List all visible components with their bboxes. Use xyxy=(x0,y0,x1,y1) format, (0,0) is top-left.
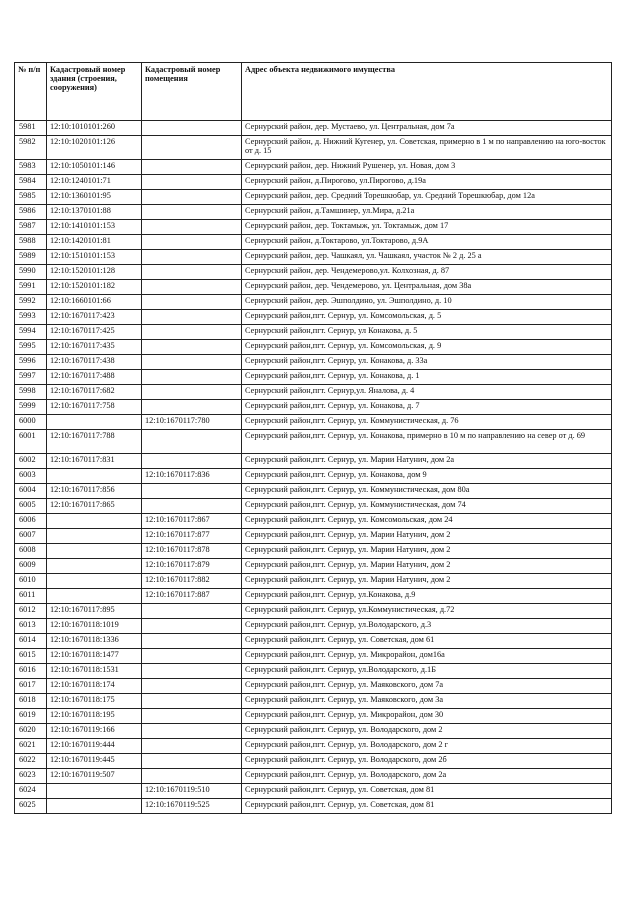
row-number: 6004 xyxy=(15,484,47,499)
premises-cadastral-number: 12:10:1670119:510 xyxy=(142,784,242,799)
table-row xyxy=(15,400,612,415)
building-cadastral-number: 12:10:1670119:444 xyxy=(47,739,142,754)
building-cadastral-number xyxy=(47,544,142,559)
table-row xyxy=(15,484,612,499)
table-row xyxy=(15,415,612,430)
address: Сернурский район,пгт. Сернур, ул.Володарского, д.1Б xyxy=(242,664,612,679)
row-number: 6002 xyxy=(15,454,47,469)
row-number: 6012 xyxy=(15,604,47,619)
premises-cadastral-number xyxy=(142,679,242,694)
building-cadastral-number xyxy=(47,469,142,484)
address: Сернурский район,пгт. Сернур, ул. Конакова, д. 33а xyxy=(242,355,612,370)
header-address: Адрес объекта недвижимого имущества xyxy=(242,63,612,121)
building-cadastral-number: 12:10:1370101:88 xyxy=(47,205,142,220)
building-cadastral-number: 12:10:1670119:166 xyxy=(47,724,142,739)
building-cadastral-number: 12:10:1670117:682 xyxy=(47,385,142,400)
premises-cadastral-number xyxy=(142,430,242,454)
table-row xyxy=(15,325,612,340)
table-row xyxy=(15,604,612,619)
building-cadastral-number xyxy=(47,784,142,799)
premises-cadastral-number xyxy=(142,136,242,160)
row-number: 5983 xyxy=(15,160,47,175)
header-number: № п/п xyxy=(15,63,47,121)
premises-cadastral-number xyxy=(142,454,242,469)
premises-cadastral-number xyxy=(142,694,242,709)
table-row xyxy=(15,499,612,514)
address: Сернурский район,пгт. Сернур, ул. Володарского, дом 2 г xyxy=(242,739,612,754)
table-row xyxy=(15,430,612,454)
building-cadastral-number xyxy=(47,529,142,544)
premises-cadastral-number xyxy=(142,724,242,739)
row-number: 6015 xyxy=(15,649,47,664)
premises-cadastral-number xyxy=(142,265,242,280)
address: Сернурский район, дер. Эшполдино, ул. Эшполдино, д. 10 xyxy=(242,295,612,310)
table-row xyxy=(15,121,612,136)
row-number: 5995 xyxy=(15,340,47,355)
premises-cadastral-number: 12:10:1670117:877 xyxy=(142,529,242,544)
premises-cadastral-number xyxy=(142,400,242,415)
address: Сернурский район, дер. Чендемерово, ул. Центральная, дом 38а xyxy=(242,280,612,295)
table-row xyxy=(15,769,612,784)
address: Сернурский район, дер. Мустаево, ул. Центральная, дом 7а xyxy=(242,121,612,136)
address: Сернурский район,пгт. Сернур, ул. Володарского, дом 2б xyxy=(242,754,612,769)
premises-cadastral-number xyxy=(142,175,242,190)
building-cadastral-number: 12:10:1670117:865 xyxy=(47,499,142,514)
building-cadastral-number xyxy=(47,574,142,589)
address: Сернурский район, дер. Нижний Рушенер, ул. Новая, дом 3 xyxy=(242,160,612,175)
row-number: 6020 xyxy=(15,724,47,739)
premises-cadastral-number xyxy=(142,739,242,754)
building-cadastral-number: 12:10:1670117:438 xyxy=(47,355,142,370)
building-cadastral-number xyxy=(47,589,142,604)
building-cadastral-number: 12:10:1670118:1531 xyxy=(47,664,142,679)
row-number: 6019 xyxy=(15,709,47,724)
row-number: 6003 xyxy=(15,469,47,484)
premises-cadastral-number: 12:10:1670117:780 xyxy=(142,415,242,430)
table-row xyxy=(15,205,612,220)
row-number: 5993 xyxy=(15,310,47,325)
table-row xyxy=(15,544,612,559)
address: Сернурский район,пгт. Сернур, ул.Коммунистическая, д.72 xyxy=(242,604,612,619)
address: Сернурский район,пгт. Сернур, ул. Советская, дом 81 xyxy=(242,784,612,799)
premises-cadastral-number xyxy=(142,604,242,619)
premises-cadastral-number xyxy=(142,754,242,769)
premises-cadastral-number xyxy=(142,634,242,649)
property-table xyxy=(14,62,612,814)
table-row xyxy=(15,694,612,709)
row-number: 5984 xyxy=(15,175,47,190)
address: Сернурский район,пгт. Сернур, ул. Советская, дом 81 xyxy=(242,799,612,814)
table-row xyxy=(15,370,612,385)
address: Сернурский район, д.Тамшинер, ул.Мира, д.21а xyxy=(242,205,612,220)
premises-cadastral-number xyxy=(142,190,242,205)
row-number: 6025 xyxy=(15,799,47,814)
premises-cadastral-number: 12:10:1670117:887 xyxy=(142,589,242,604)
building-cadastral-number xyxy=(47,514,142,529)
table-row xyxy=(15,454,612,469)
row-number: 5982 xyxy=(15,136,47,160)
building-cadastral-number: 12:10:1670117:435 xyxy=(47,340,142,355)
address: Сернурский район, дер. Средний Торешкюбар, ул. Средний Торешкюбар, дом 12а xyxy=(242,190,612,205)
address: Сернурский район,пгт. Сернур, ул. Марии Натунич, дом 2а xyxy=(242,454,612,469)
premises-cadastral-number xyxy=(142,280,242,295)
address: Сернурский район,пгт. Сернур, ул Конакова, д. 5 xyxy=(242,325,612,340)
table-row xyxy=(15,709,612,724)
table-row xyxy=(15,310,612,325)
table-row xyxy=(15,589,612,604)
building-cadastral-number: 12:10:1240101:71 xyxy=(47,175,142,190)
address: Сернурский район,пгт. Сернур, ул.Конакова, д.9 xyxy=(242,589,612,604)
row-number: 6010 xyxy=(15,574,47,589)
table-row xyxy=(15,280,612,295)
row-number: 6008 xyxy=(15,544,47,559)
row-number: 5988 xyxy=(15,235,47,250)
row-number: 6024 xyxy=(15,784,47,799)
address: Сернурский район,пгт. Сернур, ул. Марии Натунич, дом 2 xyxy=(242,559,612,574)
row-number: 6022 xyxy=(15,754,47,769)
premises-cadastral-number xyxy=(142,664,242,679)
premises-cadastral-number xyxy=(142,121,242,136)
table-row xyxy=(15,754,612,769)
address: Сернурский район,пгт. Сернур, ул. Конакова, д. 7 xyxy=(242,400,612,415)
row-number: 6013 xyxy=(15,619,47,634)
building-cadastral-number: 12:10:1670118:1019 xyxy=(47,619,142,634)
building-cadastral-number: 12:10:1670118:174 xyxy=(47,679,142,694)
premises-cadastral-number xyxy=(142,340,242,355)
address: Сернурский район,пгт. Сернур, ул. Коммунистическая, дом 74 xyxy=(242,499,612,514)
row-number: 6014 xyxy=(15,634,47,649)
row-number: 5990 xyxy=(15,265,47,280)
premises-cadastral-number: 12:10:1670117:836 xyxy=(142,469,242,484)
address: Сернурский район,пгт. Сернур, ул. Конакова, дом 9 xyxy=(242,469,612,484)
building-cadastral-number: 12:10:1670117:425 xyxy=(47,325,142,340)
table-row xyxy=(15,469,612,484)
building-cadastral-number: 12:10:1670117:758 xyxy=(47,400,142,415)
address: Сернурский район,пгт. Сернур, ул. Володарского, дом 2 xyxy=(242,724,612,739)
premises-cadastral-number xyxy=(142,484,242,499)
building-cadastral-number: 12:10:1670119:507 xyxy=(47,769,142,784)
address: Сернурский район,пгт. Сернур, ул. Комсомольская, д. 5 xyxy=(242,310,612,325)
address: Сернурский район,пгт. Сернур, ул. Коммунистическая, д. 76 xyxy=(242,415,612,430)
building-cadastral-number xyxy=(47,559,142,574)
header-row xyxy=(15,63,612,121)
address: Сернурский район,пгт. Сернур, ул. Конакова, примерно в 10 м по направлению на север от д. 69 xyxy=(242,430,612,454)
row-number: 5985 xyxy=(15,190,47,205)
building-cadastral-number: 12:10:1020101:126 xyxy=(47,136,142,160)
premises-cadastral-number xyxy=(142,325,242,340)
header-premises-cadastral: Кадастровый номер помещения xyxy=(142,63,242,121)
premises-cadastral-number: 12:10:1670119:525 xyxy=(142,799,242,814)
premises-cadastral-number xyxy=(142,649,242,664)
address: Сернурский район,пгт. Сернур,ул. Яналова, д. 4 xyxy=(242,385,612,400)
building-cadastral-number: 12:10:1010101:260 xyxy=(47,121,142,136)
address: Сернурский район, д. Нижний Кугенер, ул. Советская, примерно в 1 м по направлению на юго-восток от д. 15 xyxy=(242,136,612,160)
building-cadastral-number: 12:10:1670118:1477 xyxy=(47,649,142,664)
header-building-cadastral: Кадастровый номер здания (строения, сооружения) xyxy=(47,63,142,121)
table-row xyxy=(15,340,612,355)
table-row xyxy=(15,649,612,664)
table-row xyxy=(15,739,612,754)
table-row xyxy=(15,265,612,280)
building-cadastral-number: 12:10:1670118:175 xyxy=(47,694,142,709)
premises-cadastral-number: 12:10:1670117:879 xyxy=(142,559,242,574)
row-number: 6006 xyxy=(15,514,47,529)
table-row xyxy=(15,664,612,679)
row-number: 6000 xyxy=(15,415,47,430)
building-cadastral-number: 12:10:1410101:153 xyxy=(47,220,142,235)
building-cadastral-number: 12:10:1670117:423 xyxy=(47,310,142,325)
address: Сернурский район,пгт. Сернур, ул. Маяковского, дом 3а xyxy=(242,694,612,709)
table-row xyxy=(15,724,612,739)
address: Сернурский район, д.Пирогово, ул.Пирогово, д.19а xyxy=(242,175,612,190)
address: Сернурский район,пгт. Сернур, ул. Маяковского, дом 7а xyxy=(242,679,612,694)
row-number: 6007 xyxy=(15,529,47,544)
premises-cadastral-number xyxy=(142,220,242,235)
address: Сернурский район, д.Токтарово, ул.Токтарово, д.9А xyxy=(242,235,612,250)
row-number: 5997 xyxy=(15,370,47,385)
table-row xyxy=(15,529,612,544)
building-cadastral-number: 12:10:1360101:95 xyxy=(47,190,142,205)
premises-cadastral-number xyxy=(142,385,242,400)
address: Сернурский район,пгт. Сернур, ул. Микрорайон, дом 30 xyxy=(242,709,612,724)
row-number: 5999 xyxy=(15,400,47,415)
row-number: 5986 xyxy=(15,205,47,220)
table-row xyxy=(15,235,612,250)
table-row xyxy=(15,295,612,310)
address: Сернурский район,пгт. Сернур, ул.Володарского, д.3 xyxy=(242,619,612,634)
building-cadastral-number: 12:10:1510101:153 xyxy=(47,250,142,265)
row-number: 6017 xyxy=(15,679,47,694)
premises-cadastral-number xyxy=(142,160,242,175)
address: Сернурский район,пгт. Сернур, ул. Коммунистическая, дом 80а xyxy=(242,484,612,499)
premises-cadastral-number: 12:10:1670117:867 xyxy=(142,514,242,529)
row-number: 6001 xyxy=(15,430,47,454)
table-row xyxy=(15,559,612,574)
address: Сернурский район,пгт. Сернур, ул. Марии Натунич, дом 2 xyxy=(242,544,612,559)
building-cadastral-number: 12:10:1520101:182 xyxy=(47,280,142,295)
building-cadastral-number: 12:10:1050101:146 xyxy=(47,160,142,175)
address: Сернурский район,пгт. Сернур, ул. Комсомольская, д. 9 xyxy=(242,340,612,355)
building-cadastral-number: 12:10:1670118:1336 xyxy=(47,634,142,649)
row-number: 6005 xyxy=(15,499,47,514)
premises-cadastral-number xyxy=(142,370,242,385)
address: Сернурский район,пгт. Сернур, ул. Володарского, дом 2а xyxy=(242,769,612,784)
building-cadastral-number xyxy=(47,415,142,430)
table-row xyxy=(15,574,612,589)
row-number: 5987 xyxy=(15,220,47,235)
building-cadastral-number: 12:10:1660101:66 xyxy=(47,295,142,310)
building-cadastral-number: 12:10:1670117:856 xyxy=(47,484,142,499)
building-cadastral-number: 12:10:1670118:195 xyxy=(47,709,142,724)
row-number: 6011 xyxy=(15,589,47,604)
address: Сернурский район, дер. Чендемерово,ул. Колхозная, д. 87 xyxy=(242,265,612,280)
row-number: 5994 xyxy=(15,325,47,340)
table-row xyxy=(15,220,612,235)
address: Сернурский район,пгт. Сернур, ул. Советская, дом 61 xyxy=(242,634,612,649)
premises-cadastral-number: 12:10:1670117:882 xyxy=(142,574,242,589)
building-cadastral-number: 12:10:1520101:128 xyxy=(47,265,142,280)
table-row xyxy=(15,514,612,529)
building-cadastral-number: 12:10:1670119:445 xyxy=(47,754,142,769)
row-number: 5991 xyxy=(15,280,47,295)
premises-cadastral-number xyxy=(142,619,242,634)
table-row xyxy=(15,175,612,190)
row-number: 5998 xyxy=(15,385,47,400)
premises-cadastral-number xyxy=(142,355,242,370)
table-row xyxy=(15,679,612,694)
building-cadastral-number: 12:10:1670117:831 xyxy=(47,454,142,469)
address: Сернурский район, дер. Чашкаял, ул. Чашкаял, участок № 2 д. 25 а xyxy=(242,250,612,265)
table-row xyxy=(15,250,612,265)
premises-cadastral-number xyxy=(142,769,242,784)
row-number: 5989 xyxy=(15,250,47,265)
address: Сернурский район,пгт. Сернур, ул. Конакова, д. 1 xyxy=(242,370,612,385)
building-cadastral-number: 12:10:1420101:81 xyxy=(47,235,142,250)
row-number: 6018 xyxy=(15,694,47,709)
row-number: 6016 xyxy=(15,664,47,679)
row-number: 5996 xyxy=(15,355,47,370)
premises-cadastral-number xyxy=(142,709,242,724)
building-cadastral-number xyxy=(47,799,142,814)
row-number: 6021 xyxy=(15,739,47,754)
address: Сернурский район,пгт. Сернур, ул. Комсомольская, дом 24 xyxy=(242,514,612,529)
address: Сернурский район,пгт. Сернур, ул. Микрорайон, дом16а xyxy=(242,649,612,664)
premises-cadastral-number xyxy=(142,205,242,220)
premises-cadastral-number xyxy=(142,235,242,250)
table-row xyxy=(15,784,612,799)
table-row xyxy=(15,190,612,205)
table-row xyxy=(15,385,612,400)
table-row xyxy=(15,619,612,634)
premises-cadastral-number xyxy=(142,250,242,265)
table-row xyxy=(15,160,612,175)
premises-cadastral-number xyxy=(142,499,242,514)
row-number: 6009 xyxy=(15,559,47,574)
building-cadastral-number: 12:10:1670117:895 xyxy=(47,604,142,619)
address: Сернурский район, дер. Токтамыж, ул. Токтамыж, дом 17 xyxy=(242,220,612,235)
address: Сернурский район,пгт. Сернур, ул. Марии Натунич, дом 2 xyxy=(242,574,612,589)
building-cadastral-number: 12:10:1670117:488 xyxy=(47,370,142,385)
table-row xyxy=(15,136,612,160)
row-number: 5992 xyxy=(15,295,47,310)
building-cadastral-number: 12:10:1670117:788 xyxy=(47,430,142,454)
address: Сернурский район,пгт. Сернур, ул. Марии Натунич, дом 2 xyxy=(242,529,612,544)
table-row xyxy=(15,799,612,814)
premises-cadastral-number xyxy=(142,310,242,325)
row-number: 5981 xyxy=(15,121,47,136)
row-number: 6023 xyxy=(15,769,47,784)
premises-cadastral-number: 12:10:1670117:878 xyxy=(142,544,242,559)
table-row xyxy=(15,355,612,370)
table-row xyxy=(15,634,612,649)
premises-cadastral-number xyxy=(142,295,242,310)
